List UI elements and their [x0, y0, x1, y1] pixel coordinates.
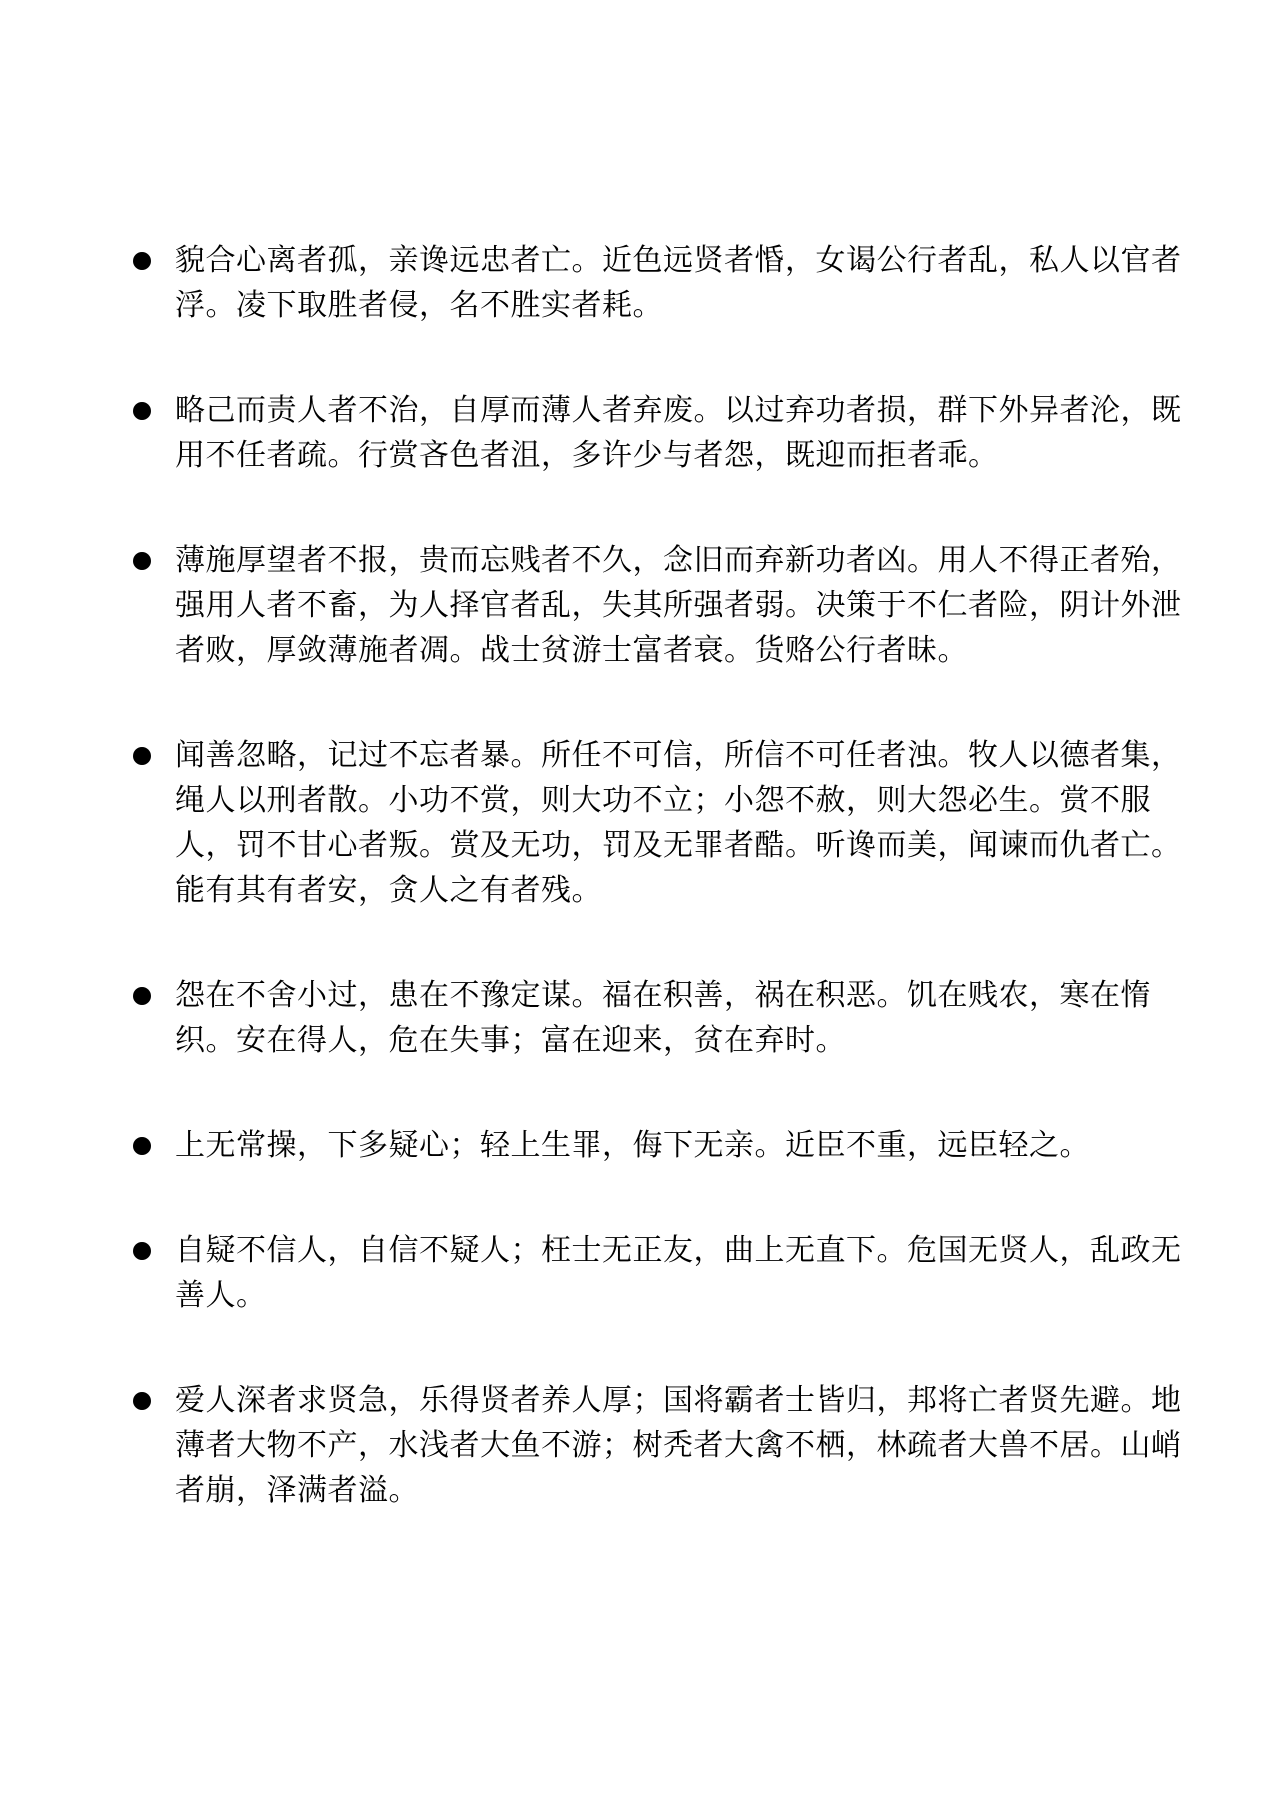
- bullet-text: 闻善忽略，记过不忘者暴。所任不可信，所信不可任者浊。牧人以德者集，绳人以刑者散。小功不赏，则大功不立；小怨不赦，则大怨必生。赏不服人，罚不甘心者叛。赏及无功，罚及无罪者酷。听谗而美，闻谏而仇者亡。能有其有者安，贪人之有者残。: [175, 738, 1182, 908]
- list-item: [130, 1378, 1190, 1513]
- bullet-dot-icon: [133, 552, 151, 570]
- list-item: [130, 238, 1190, 328]
- bullet-dot-icon: [133, 1392, 151, 1410]
- bullet-text: 略己而责人者不治，自厚而薄人者弃废。以过弃功者损，群下外异者沦，既用不任者疏。行赏吝色者沮，多许少与者怨，既迎而拒者乖。: [175, 393, 1182, 473]
- bullet-dot-icon: [133, 747, 151, 765]
- bullet-dot-icon: [133, 252, 151, 270]
- bullet-dot-icon: [133, 402, 151, 420]
- list-item: [130, 973, 1190, 1063]
- bullet-text: 上无常操，下多疑心；轻上生罪，侮下无亲。近臣不重，远臣轻之。: [175, 1128, 1090, 1163]
- bullet-text: 怨在不舍小过，患在不豫定谋。福在积善，祸在积恶。饥在贱农，寒在惰织。安在得人，危在失事；富在迎来，贫在弃时。: [175, 978, 1151, 1058]
- bullet-dot-icon: [133, 1242, 151, 1260]
- bullet-text: 薄施厚望者不报，贵而忘贱者不久，念旧而弃新功者凶。用人不得正者殆，强用人者不畜，为人择官者乱，失其所强者弱。决策于不仁者险，阴计外泄者败，厚敛薄施者凋。战士贫游士富者衰。货赂公行者昧。: [175, 543, 1182, 668]
- list-item: [130, 388, 1190, 478]
- bullet-text: 自疑不信人，自信不疑人；枉士无正友，曲上无直下。危国无贤人，乱政无善人。: [175, 1233, 1182, 1313]
- list-item: [130, 1123, 1190, 1168]
- list-item: [130, 733, 1190, 913]
- bullet-text: 貌合心离者孤，亲谗远忠者亡。近色远贤者惛，女谒公行者乱，私人以官者浮。凌下取胜者侵，名不胜实者耗。: [175, 243, 1182, 323]
- bullet-list: [130, 238, 1190, 1573]
- bullet-dot-icon: [133, 987, 151, 1005]
- bullet-text: 爱人深者求贤急，乐得贤者养人厚；国将霸者士皆归，邦将亡者贤先避。地薄者大物不产，水浅者大鱼不游；树秃者大禽不栖，林疏者大兽不居。山峭者崩，泽满者溢。: [175, 1383, 1182, 1508]
- bullet-dot-icon: [133, 1137, 151, 1155]
- list-item: [130, 1228, 1190, 1318]
- list-item: [130, 538, 1190, 673]
